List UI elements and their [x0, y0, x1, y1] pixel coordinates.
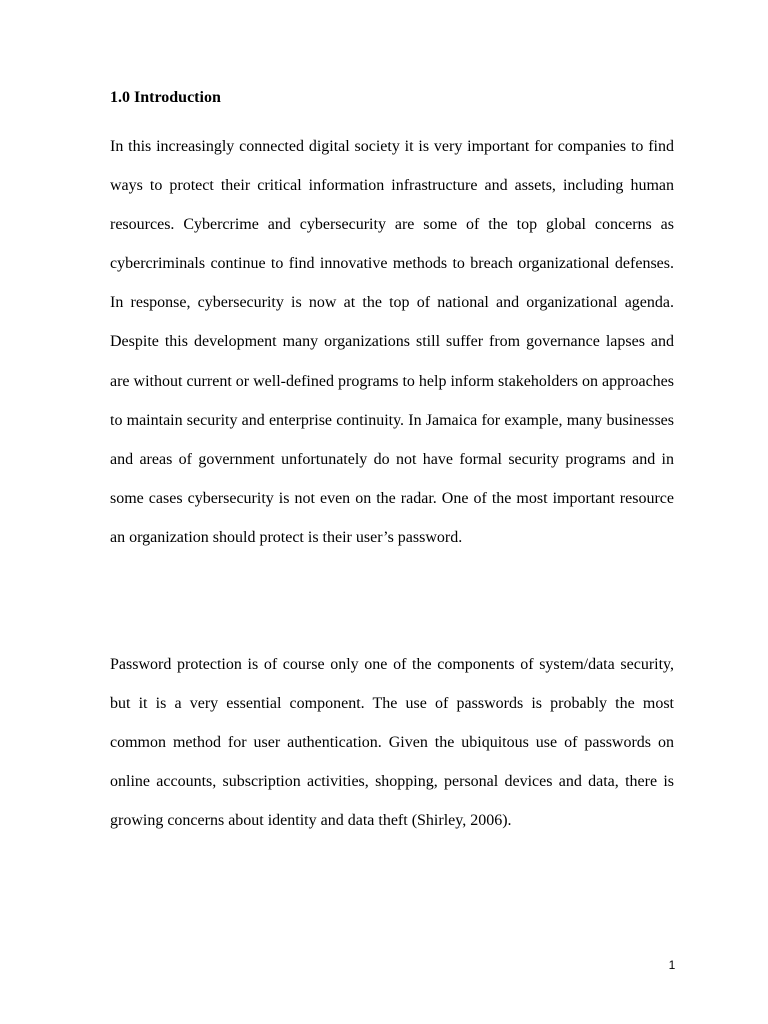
paragraph-password-protection: Password protection is of course only one of the components of system/data security, but it is a very essential component. The use of passwords is probably the most common method for user authentication. Given the ubiquitous use of passwords on online accounts, subscription activities, shopping, personal devices and data, there is growing concerns about identity and data theft (Shirley, 2006). — [110, 656, 674, 830]
section-heading: 1.0 Introduction — [110, 89, 221, 106]
paragraph-introduction: In this increasingly connected digital society it is very important for companies to find ways to protect their critical information infrastructure and assets, including human resources. Cybercrime and cybersecurity are some of the top global concerns as cybercriminals continue to find innovative methods to breach organizational defenses. In response, cybersecurity is now at the top of national and organizational agenda. Despite this development many organizations still suffer from governance lapses and are without current or well-defined programs to help inform stakeholders on approaches to maintain security and enterprise continuity. In Jamaica for example, many businesses and areas of government unfortunately do not have formal security programs and in some cases cybersecurity is not even on the radar. One of the most important resource an organization should protect is their user’s password. — [110, 138, 674, 546]
page-number: 1 — [668, 958, 676, 972]
